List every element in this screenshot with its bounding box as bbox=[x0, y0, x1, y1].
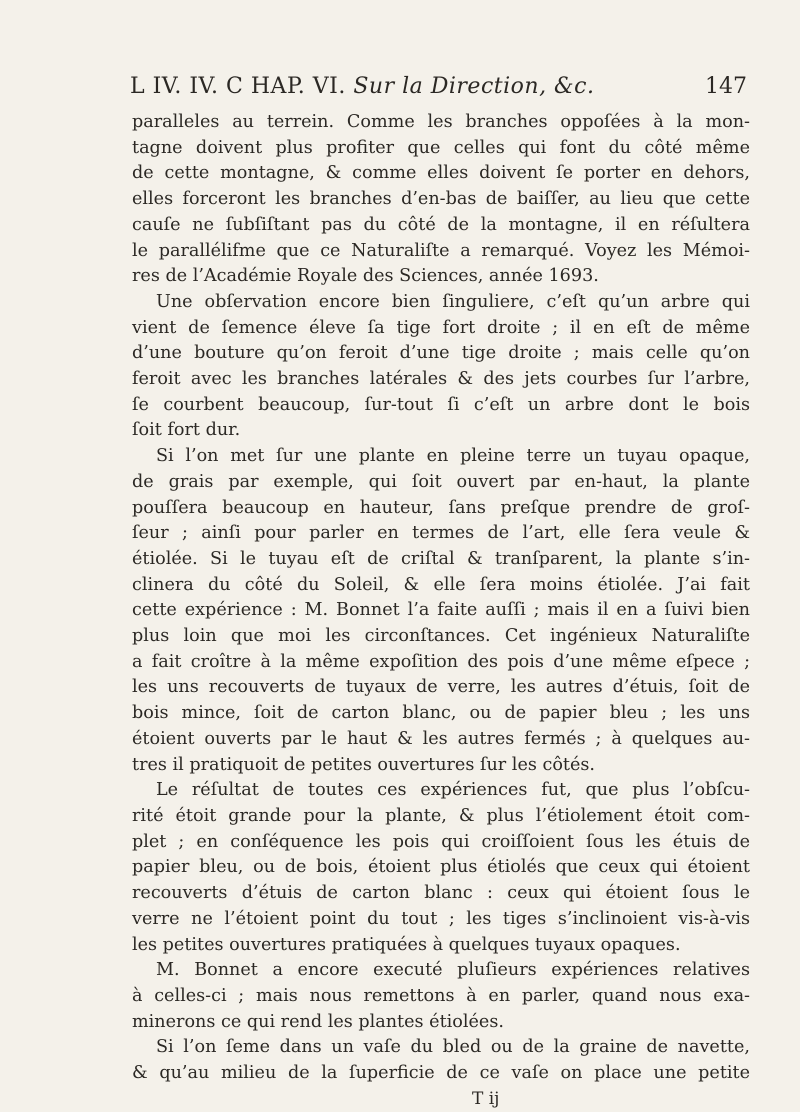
text-line: étoient ouverts par le haut & les autres fermés ; à quelques au- bbox=[132, 728, 750, 749]
text-line: rité étoit grande pour la plante, & plus l’étiolement étoit com- bbox=[132, 805, 750, 826]
text-line: plus loin que moi les circonſtances. Cet ingénieux Naturaliſte bbox=[132, 626, 750, 647]
text-line: papier bleu, ou de bois, étoient plus étiolés que ceux qui étoient bbox=[132, 857, 750, 878]
text-line: de cette montagne, & comme elles doivent ſe porter en dehors, bbox=[132, 163, 750, 184]
text-line: les petites ouvertures pratiquées à quelques tuyaux opaques. bbox=[132, 934, 681, 955]
running-head bbox=[132, 70, 750, 110]
text-line: Si l’on ſeme dans un vaſe du bled ou de la graine de navette, bbox=[156, 1037, 750, 1058]
body-text bbox=[132, 110, 750, 1087]
running-title-italic: Sur la Direction, &c. bbox=[353, 74, 595, 99]
text-line: les uns recouverts de tuyaux de verre, les autres d’étuis, ſoit de bbox=[132, 677, 750, 698]
text-line: de grais par exemple, qui ſoit ouvert par en-haut, la plante bbox=[132, 471, 750, 492]
text-line: a fait croître à la même expoſition des pois d’une même eſpece ; bbox=[132, 651, 750, 672]
text-line: ſe courbent beaucoup, ſur-tout ſi c’eſt un arbre dont le bois bbox=[132, 394, 750, 415]
text-line: Si l’on met ſur une plante en pleine terre un tuyau opaque, bbox=[156, 446, 750, 467]
text-line: le parallélifme que ce Naturaliſte a remarqué. Voyez les Mémoi- bbox=[132, 240, 750, 261]
text-line: recouverts d’étuis de carton blanc : ceux qui étoient ſous le bbox=[132, 883, 750, 904]
text-line: ſoit fort dur. bbox=[132, 420, 241, 441]
text-line: Une obſervation encore bien ſinguliere, c’eſt qu’un arbre qui bbox=[156, 291, 750, 312]
text-line: pouſſera beaucoup en hauteur, ſans preſque prendre de groſ- bbox=[132, 497, 750, 518]
text-line: M. Bonnet a encore executé pluſieurs expériences relatives bbox=[156, 960, 750, 981]
text-line: Le réſultat de toutes ces expériences fut, que plus l’obſcu- bbox=[156, 780, 750, 801]
text-line: bois mince, ſoit de carton blanc, ou de papier bleu ; les uns bbox=[132, 703, 750, 724]
text-line: d’une bouture qu’on feroit d’une tige droite ; mais celle qu’on bbox=[132, 343, 750, 364]
text-line: cette expérience : M. Bonnet l’a faite auſſi ; mais il en a ſuivi bien bbox=[132, 600, 750, 621]
text-line: plet ; en conſéquence les pois qui croiſſoient ſous les étuis de bbox=[132, 831, 750, 852]
text-line: & qu’au milieu de la ſuperficie de ce vaſe on place une petite bbox=[132, 1063, 750, 1084]
text-line: minerons ce qui rend les plantes étiolées. bbox=[132, 1011, 504, 1032]
text-line: vient de ſemence éleve ſa tige fort droite ; il en eſt de même bbox=[132, 317, 750, 338]
text-line: tagne doivent plus profiter que celles qui font du côté même bbox=[132, 137, 750, 158]
page-number: 147 bbox=[705, 74, 747, 99]
running-title-roman: L IV. IV. C HAP. VI. bbox=[130, 74, 346, 99]
text-line: elles forceront les branches d’en-bas de baiſſer, au lieu que cette bbox=[132, 189, 750, 210]
text-line: à celles-ci ; mais nous remettons à en parler, quand nous exa- bbox=[132, 985, 750, 1006]
text-line: feroit avec les branches latérales & des jets courbes ſur l’arbre, bbox=[132, 369, 750, 390]
running-title bbox=[130, 74, 594, 99]
text-line: paralleles au terrein. Comme les branches oppoſées à la mon- bbox=[132, 112, 750, 132]
text-line: étiolée. Si le tuyau eſt de criſtal & tranſparent, la plante s’in- bbox=[132, 548, 750, 569]
text-line: clinera du côté du Soleil, & elle ſera moins étiolée. J’ai fait bbox=[132, 574, 750, 595]
text-line: verre ne l’étoient point du tout ; les tiges s’inclinoient vis-à-vis bbox=[132, 908, 750, 929]
text-line: tres il pratiquoit de petites ouvertures ſur les côtés. bbox=[132, 754, 596, 775]
text-line: ſeur ; ainſi pour parler en termes de l’art, elle ſera veule & bbox=[132, 523, 750, 544]
signature-mark: T ij bbox=[472, 1088, 500, 1109]
text-line: res de l’Académie Royale des Sciences, année 1693. bbox=[132, 266, 599, 287]
text-line: cauſe ne ſubſiſtant pas du côté de la montagne, il en réſultera bbox=[132, 214, 750, 235]
